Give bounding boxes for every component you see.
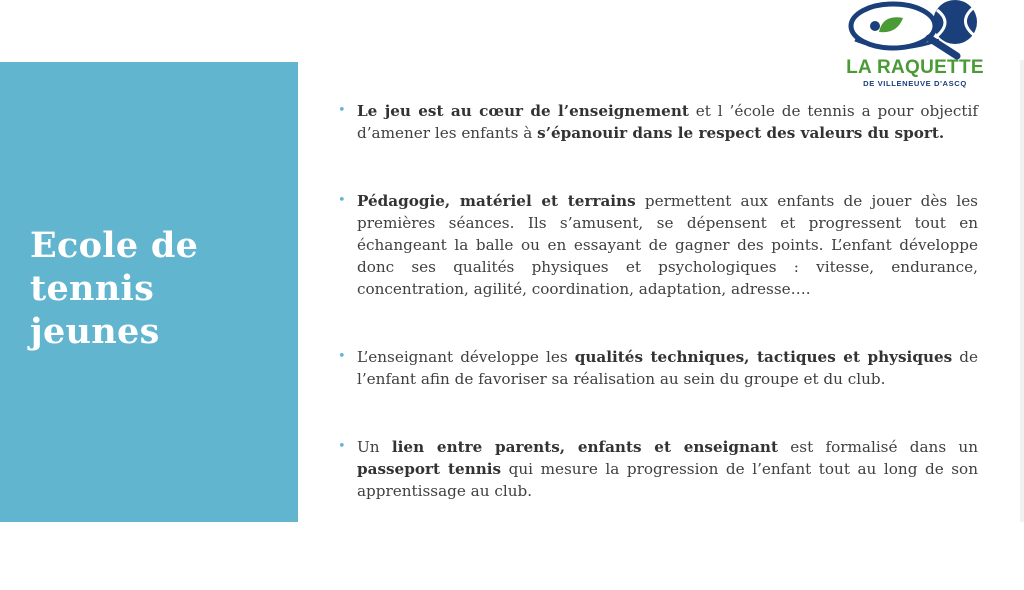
bullet-text-bold: passeport tennis bbox=[357, 460, 502, 478]
title-line-1: Ecole de bbox=[30, 225, 199, 266]
logo-name: LA RAQUETTE bbox=[846, 57, 984, 78]
bullet-item bbox=[338, 436, 978, 502]
bullet-text-bold: Pédagogie, matériel et terrains bbox=[357, 192, 636, 210]
bullet-item bbox=[338, 100, 978, 144]
bullet-icon: • bbox=[338, 193, 346, 208]
slide-title bbox=[30, 224, 280, 353]
bullet-item bbox=[338, 346, 978, 390]
bullet-text: Un bbox=[357, 438, 392, 456]
bullet-text: L’enseignant développe les bbox=[357, 348, 575, 366]
bullet-text-bold: Le jeu est au cœur de l’enseignement bbox=[357, 102, 689, 120]
bullet-text-bold: lien entre parents, enfants et enseignant bbox=[391, 438, 778, 456]
bullet-icon: • bbox=[338, 103, 346, 118]
bullet-icon: • bbox=[338, 439, 346, 454]
bullet-icon: • bbox=[338, 349, 346, 364]
bullet-text: de l’enfant afin de favoriser sa réalisation au sein du groupe et du club. bbox=[357, 348, 978, 388]
bullet-list bbox=[338, 100, 978, 502]
slide-edge bbox=[1020, 60, 1024, 522]
bullet-item bbox=[338, 190, 978, 300]
bullet-text: et l ’école de tennis a pour objectif d’amener les enfants à bbox=[357, 102, 978, 142]
logo-subtitle: DE VILLENEUVE D'ASCQ bbox=[863, 79, 967, 88]
club-logo bbox=[845, 0, 985, 92]
tennis-racket-ball-icon bbox=[845, 0, 985, 60]
title-line-3: jeunes bbox=[30, 311, 160, 352]
bullet-text-bold: s’épanouir dans le respect des valeurs du sport. bbox=[537, 124, 945, 142]
bullet-text: qui mesure la progression de l’enfant tout au long de son apprentissage au club. bbox=[357, 460, 978, 500]
bullet-text: est formalisé dans un bbox=[777, 438, 978, 456]
bullet-text: permettent aux enfants de jouer dès les premières séances. Ils s’amusent, se dépensent et progressent tout en échangeant la balle ou en essayant de gagner des points. L’enfant développe donc ses qualités physiques et psychologiques : vitesse, endurance, concentration, agilité, coordination, adaptation, adresse…. bbox=[357, 192, 978, 298]
bullet-text-bold: qualités techniques, tactiques et physiques bbox=[574, 348, 953, 366]
title-line-2: tennis bbox=[30, 268, 155, 309]
